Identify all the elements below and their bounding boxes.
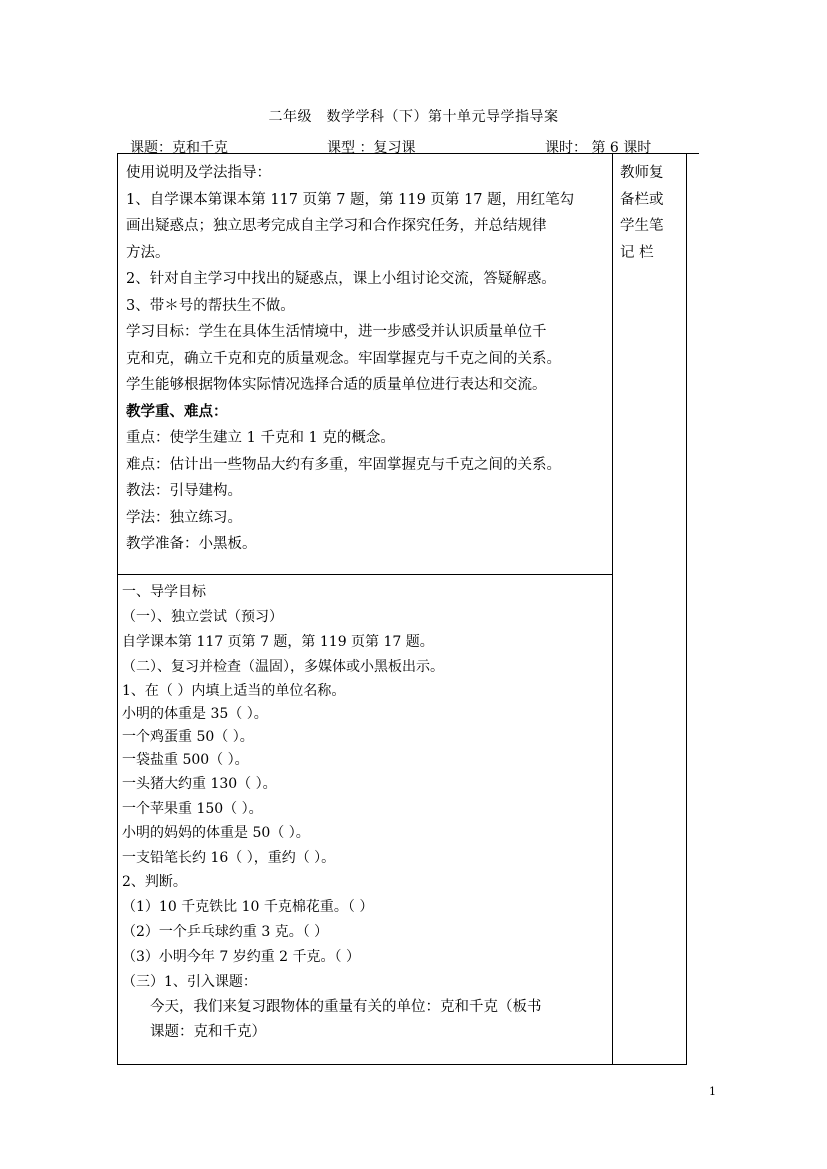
- usage-item-1b: 画出疑惑点；独立思考完成自主学习和合作探究任务，并总结规律: [126, 218, 547, 234]
- teaching-method: 教法：引导建构。: [126, 483, 242, 499]
- fill-item: 一头猪大约重 130（ ）。: [122, 776, 277, 792]
- learning-goal-c: 学生能够根据物体实际情况选择合适的质量单位进行表达和交流。: [126, 377, 547, 393]
- fill-item: 一个苹果重 150（ ）。: [122, 800, 263, 817]
- fill-item: 小明的体重是 35（ ）。: [122, 706, 268, 722]
- difficulty: 难点：估计出一些物品大约有多重，牢固掌握克与千克之间的关系。: [126, 456, 561, 473]
- subheading-review: （二）、复习并检查（温固），多媒体或小黑板出示。: [122, 659, 444, 675]
- fill-item: 一支铅笔长约 16（ ），重约（ ）。: [122, 849, 336, 866]
- learning-goal-b: 克和克，确立千克和克的质量观念。牢固掌握克与千克之间的关系。: [126, 350, 561, 367]
- usage-item-3: 3、带＊号的帮扶生不做。: [126, 297, 295, 314]
- lesson-section: [122, 580, 610, 1045]
- side-note-line: 学生笔: [620, 218, 664, 234]
- question-fill-units: 1、在（ ）内填上适当的单位名称。: [122, 683, 346, 699]
- usage-item-2: 2、针对自主学习中找出的疑惑点，课上小组讨论交流，答疑解惑。: [126, 271, 556, 287]
- preview-text: 自学课本第 117 页第 7 题，第 119 页第 17 题。: [122, 634, 434, 650]
- document-title: 二年级 数学学科（下）第十单元导学指导案: [268, 109, 559, 125]
- key-point: 重点：使学生建立 1 千克和 1 克的概念。: [126, 430, 395, 446]
- row-divider: [118, 574, 612, 575]
- subheading-preview: （一）、独立尝试（预习）: [122, 609, 283, 625]
- topic-value: 克和千克: [172, 140, 228, 156]
- page-number: 1: [709, 1085, 716, 1098]
- learning-method: 学法：独立练习。: [126, 509, 242, 526]
- period-value: 第 6 课时: [587, 140, 652, 156]
- preparation: 教学准备：小黑板。: [126, 536, 257, 552]
- guide-table: [117, 153, 687, 1065]
- usage-item-1a: 1、自学课本第课本第 117 页第 7 题，第 119 页第 17 题，用红笔勾: [126, 191, 575, 208]
- section-heading-goals: 一、导学目标: [122, 584, 206, 600]
- intro-text-a: 今天，我们来复习跟物体的重量有关的单位：克和千克（板书: [150, 999, 542, 1015]
- teacher-notes-column: [620, 160, 680, 266]
- fill-item: 小明的妈妈的体重是 50（ ）。: [122, 825, 310, 841]
- fill-item: 一个鸡蛋重 50（ ）。: [122, 729, 254, 745]
- subheading-intro: （三）1、引入课题：: [122, 974, 257, 990]
- judge-item: （1）10 千克铁比 10 千克棉花重。（ ）: [122, 899, 374, 915]
- column-divider: [612, 154, 613, 1064]
- instructions-section: [126, 160, 610, 558]
- key-points-heading: 教学重、难点：: [126, 402, 228, 420]
- lesson-type-label: 课型 ：: [327, 140, 374, 156]
- judge-item: （2）一个乒乓球约重 3 克。（ ）: [122, 924, 329, 940]
- period-label: 课时：: [545, 140, 587, 156]
- learning-goal-a: 学习目标：学生在具体生活情境中，进一步感受并认识质量单位千: [126, 324, 547, 340]
- usage-heading: 使用说明及学法指导：: [126, 165, 271, 181]
- lesson-type-value: 复习课: [373, 140, 416, 156]
- intro-text-b: 课题：克和千克）: [150, 1024, 266, 1040]
- question-judge: 2、判断。: [122, 874, 187, 890]
- judge-item: （3）小明今年 7 岁约重 2 千克。（ ）: [122, 949, 360, 965]
- usage-item-1c: 方法。: [126, 244, 170, 261]
- side-note-line: 备栏或: [620, 191, 664, 208]
- topic-label: 课题：: [130, 140, 172, 156]
- side-note-line: 教师复: [620, 165, 664, 181]
- fill-item: 一袋盐重 500（ ）。: [122, 752, 249, 768]
- side-note-line: 记 栏: [620, 244, 654, 261]
